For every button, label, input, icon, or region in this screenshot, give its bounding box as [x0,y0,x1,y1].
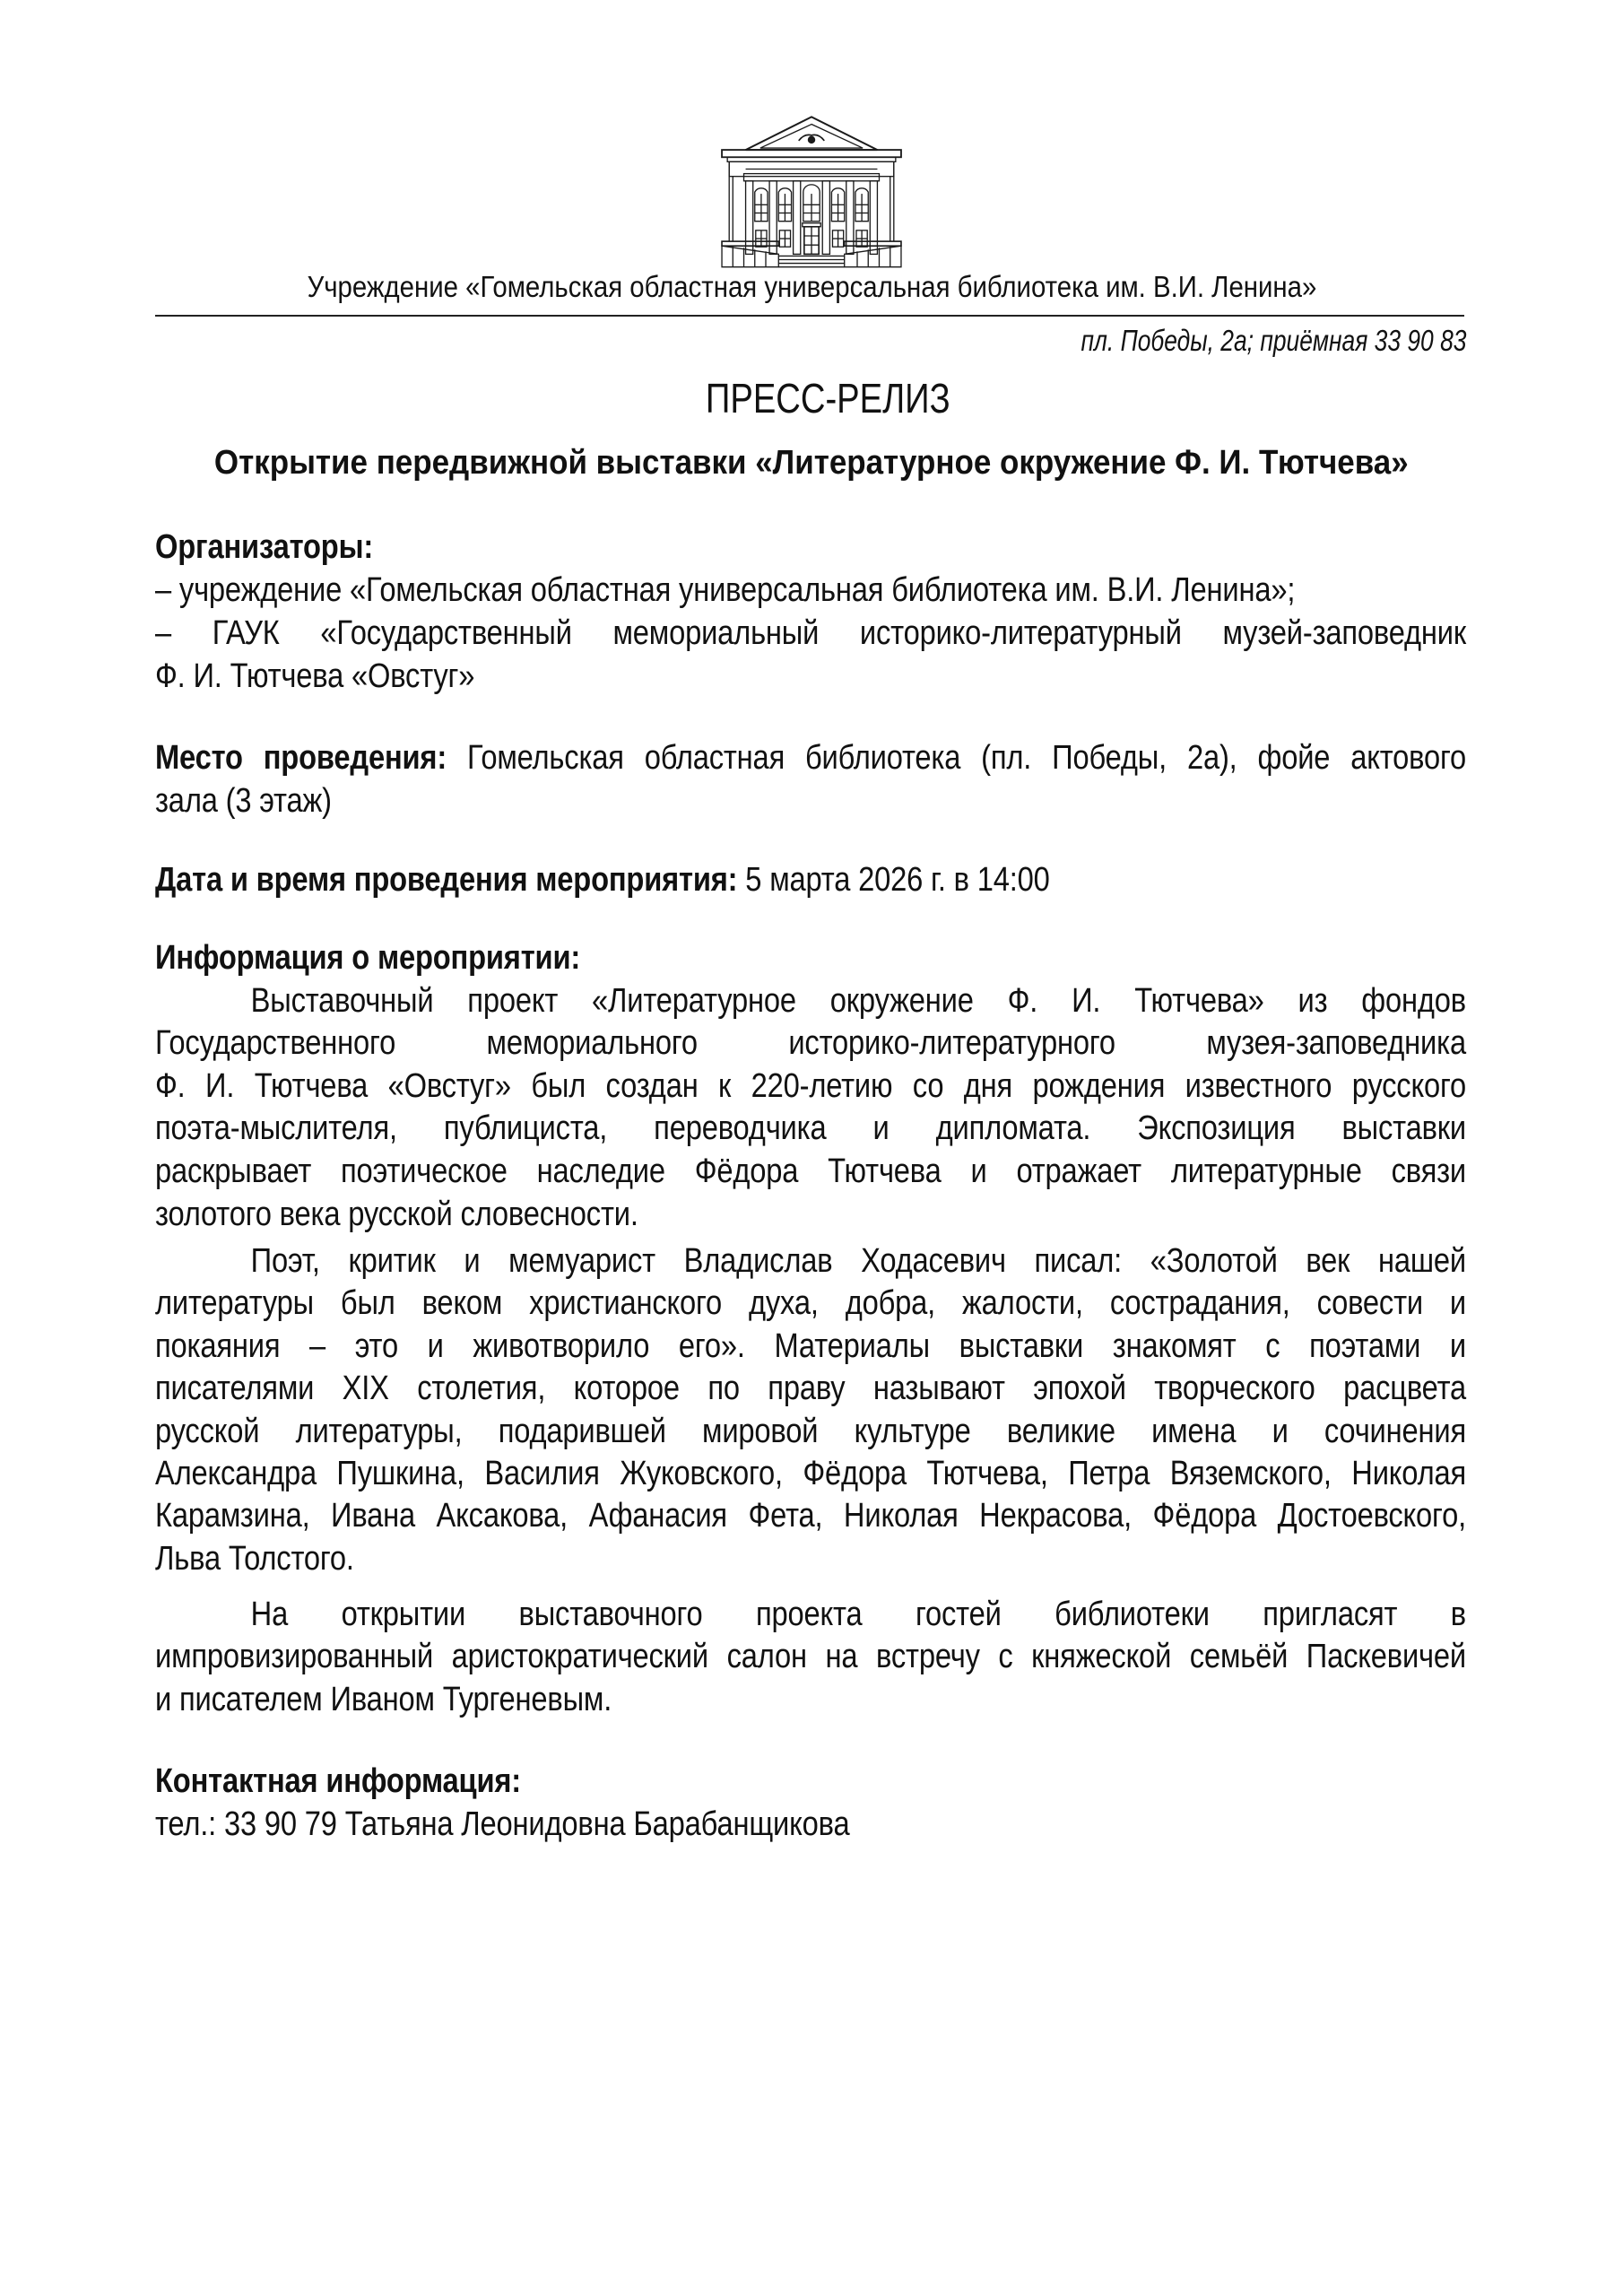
press-release-label: ПРЕСС-РЕЛИЗ [705,375,950,422]
venue-value: Гомельская областная библиотека (пл. Победы, 2а), фойе актового [466,739,1467,777]
document-type [0,375,1623,422]
paragraph-line: импровизированный аристократический салон на встречу с княжеской семьёй Паскевичей [155,1638,1466,1676]
paragraph-line: Поэт, критик и мемуарист Владислав Ходасевич писал: «Золотой век нашей [250,1242,1466,1280]
institution-name: Учреждение «Гомельская областная универсальная библиотека им. В.И. Ленина» [307,270,1316,303]
institution-address: пл. Победы, 2а; приёмная 33 90 83 [1081,324,1466,357]
paragraph-line: На открытии выставочного проекта гостей библиотеки пригласят в [250,1596,1466,1633]
paragraph-line: Карамзина, Ивана Аксакова, Афанасия Фета, Николая Некрасова, Фёдора Достоевского, [155,1497,1466,1535]
paragraph-line: раскрывает поэтическое наследие Фёдора Тютчева и отражает литературные связи [155,1152,1466,1190]
event-title [0,442,1623,483]
contact-phone-name: тел.: 33 90 79 Татьяна Леонидовна Барабанщикова [155,1805,850,1843]
contact-heading: Контактная информация: [155,1762,522,1800]
venue-value-continued: зала (3 этаж) [155,782,332,820]
paragraph-line: Ф. И. Тютчева «Овстуг» был создан к 220-летию со дня рождения известного русского [155,1066,1466,1105]
datetime-label: Дата и время проведения мероприятия: [155,861,738,899]
paragraph-line: Льва Толстого. [155,1539,354,1578]
event-title-text: Открытие передвижной выставки «Литературное окружение Ф. И. Тютчева» [214,444,1409,482]
paragraph-line: русской литературы, подарившей мировой культуре великие имена и сочинения [155,1412,1466,1450]
datetime-value: 5 марта 2026 г. в 14:00 [745,861,1050,899]
info-section [155,936,1466,1235]
paragraph-line: и писателем Иваном Тургеневым. [155,1680,612,1718]
organizer-item: – учреждение «Гомельская областная универсальная библиотека им. В.И. Ленина»; [155,571,1296,609]
contact-section [155,1760,1466,1846]
paragraph-line: золотого века русской словесности. [155,1195,638,1233]
organizer-item-continued: Ф. И. Тютчева «Овстуг» [155,657,475,695]
paragraph-line: покаяния – это и животворило его». Материалы выставки знакомят с поэтами и [155,1326,1466,1365]
paragraph-line: Выставочный проект «Литературное окружение Ф. И. Тютчева» из фондов [250,981,1466,1020]
library-building-logo [720,113,903,269]
header-divider [155,315,1464,317]
venue-label: Место проведения: [155,739,447,777]
institution-header [0,269,1623,305]
paragraph-line: Александра Пушкина, Василия Жуковского, Фёдора Тютчева, Петра Вяземского, Николая [155,1454,1466,1492]
paragraph-line: Государственного мемориального историко-литературного музея-заповедника [155,1024,1466,1063]
paragraph-line: поэта-мыслителя, публициста, переводчика и дипломата. Экспозиция выставки [155,1109,1466,1148]
info-heading: Информация о мероприятии: [155,939,581,977]
paragraph-line: литературы был веком христианского духа, добра, жалости, сострадания, совести и [155,1284,1466,1323]
venue-section [155,736,1466,822]
organizer-item: – ГАУК «Государственный мемориальный историко-литературный музей-заповедник [155,614,1466,652]
info-paragraph-2 [155,1239,1466,1579]
info-paragraph-3 [155,1593,1466,1720]
organizers-heading: Организаторы: [155,528,374,566]
organizers-section [155,526,1466,698]
datetime-section [155,858,1466,901]
paragraph-line: писателями XIX столетия, которое по праву называют эпохой творческого расцвета [155,1370,1466,1408]
